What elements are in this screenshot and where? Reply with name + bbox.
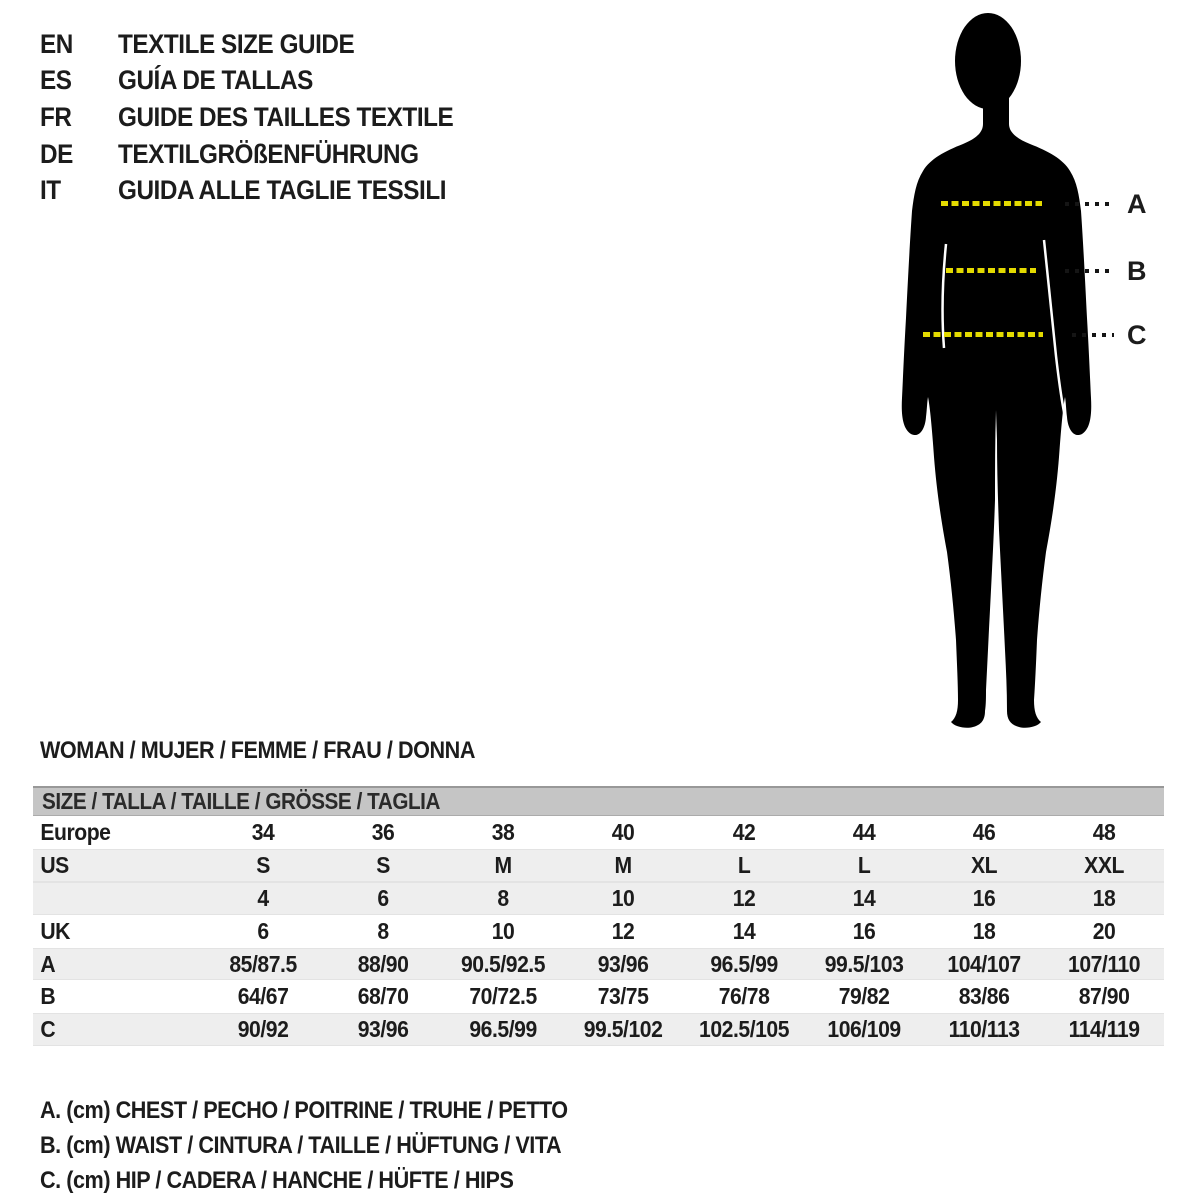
size-table-cell: 114/119 [1068,1016,1140,1043]
language-row [40,26,491,63]
size-table-cell: 76/78 [718,983,769,1010]
size-table-cell: 42 [732,818,755,845]
language-code: IT [40,175,61,206]
size-table-row [33,948,1164,981]
measure-line-chest-dashed [941,201,1042,206]
size-table-cell: 106/109 [827,1016,901,1043]
size-table-row [33,849,1164,882]
size-table-cell: 64/67 [237,983,289,1010]
size-table-row-label: US [40,851,69,878]
size-table-cell: M [494,851,512,878]
size-table-cell: 96.5/99 [709,950,778,977]
measure-line-waist-dashed [946,268,1036,273]
size-table-header-text: SIZE / TALLA / TAILLE / GRÖSSE / TAGLIA [42,788,440,814]
size-table-cell: 68/70 [357,983,409,1010]
size-table-cell: 88/90 [357,950,409,977]
size-table-cell: 16 [972,884,996,911]
size-table-cell: 85/87.5 [229,950,297,977]
size-table-cell: M [614,851,633,878]
size-table-cell: 73/75 [598,983,649,1010]
size-table-cell: 79/82 [838,983,890,1010]
size-table [33,786,1164,1046]
size-table-cell: 99.5/102 [584,1016,663,1043]
size-table-cell: L [737,851,750,878]
size-table-cell: 20 [1092,917,1116,944]
size-table-cell: 16 [852,917,876,944]
size-table-cell: 8 [497,884,509,911]
size-table-row-label: UK [40,917,71,944]
language-code: FR [40,101,72,132]
size-table-cell: 93/96 [357,1016,409,1043]
measure-line-hip-dashed [923,332,1043,337]
measure-leader-waist-dotted [1065,269,1113,273]
size-table-row [33,915,1164,948]
size-table-body [33,816,1164,1046]
size-table-row [33,1013,1164,1046]
size-table-cell: 34 [251,818,275,845]
measure-leader-chest-dotted [1065,202,1113,206]
language-title: TEXTILGRÖßENFÜHRUNG [118,138,419,169]
size-table-cell: XL [970,851,997,878]
measure-leader-hip-dotted [1072,333,1114,337]
legend-row [40,1093,626,1128]
legend-hip-text: C. (cm) HIP / CADERA / HANCHE / HÜFTE / HIPS [40,1166,514,1194]
language-title-list [40,26,491,209]
size-table-cell: S [256,851,270,878]
size-table-cell: 12 [612,917,635,944]
language-code: DE [40,138,73,169]
size-table-cell: 14 [852,884,876,911]
language-title: GUIDA ALLE TAGLIE TESSILI [118,175,447,206]
size-table-row-label: A [40,950,56,977]
legend-chest-text: A. (cm) CHEST / PECHO / POITRINE / TRUHE / PETTO [40,1096,568,1124]
measure-label-waist: B [1127,256,1146,286]
size-table-cell: 44 [852,818,876,845]
size-table-row [33,882,1164,915]
woman-silhouette-icon [893,12,1099,737]
language-row [40,172,491,209]
size-table-cell: 96.5/99 [469,1016,538,1043]
size-table-cell: 104/107 [947,950,1021,977]
size-table-cell: 48 [1092,818,1116,845]
size-table-cell: 38 [491,818,515,845]
size-table-cell: 36 [371,818,395,845]
language-row [40,99,491,136]
size-table-row [33,816,1164,849]
size-table-cell: 83/86 [958,983,1010,1010]
size-table-row [33,980,1164,1013]
size-table-cell: 10 [491,917,515,944]
measure-label-chest: A [1127,189,1146,219]
language-row [40,63,491,100]
language-title: TEXTILE SIZE GUIDE [118,28,355,59]
size-table-row-label: B [40,983,56,1010]
size-table-cell: 102.5/105 [698,1016,789,1043]
size-table-cell: 99.5/103 [824,950,904,977]
language-code: EN [40,28,73,59]
size-table-cell: 6 [257,917,269,944]
size-table-cell: 70/72.5 [469,983,538,1010]
size-table-cell: 18 [972,917,996,944]
size-table-cell: 4 [257,884,269,911]
size-table-cell: 107/110 [1067,950,1140,977]
size-table-cell: 40 [612,818,635,845]
woman-figure [893,12,1099,737]
size-table-cell: 18 [1092,884,1116,911]
language-title: GUIDE DES TAILLES TEXTILE [118,101,454,132]
size-table-row-label: Europe [40,818,111,845]
size-table-cell: 110/113 [948,1016,1020,1043]
language-row [40,136,491,173]
size-table-row-label: C [40,1016,56,1043]
legend-waist-text: B. (cm) WAIST / CINTURA / TAILLE / HÜFTUNG / VITA [40,1131,562,1159]
legend-row [40,1128,626,1163]
size-table-cell: 14 [732,917,755,944]
size-table-cell: 90/92 [237,1016,289,1043]
language-title: GUÍA DE TALLAS [118,65,313,96]
size-table-header [33,786,1164,816]
size-table-cell: XXL [1084,851,1124,878]
size-table-cell: 8 [377,917,389,944]
size-table-cell: 87/90 [1078,983,1130,1010]
size-table-cell: L [857,851,870,878]
size-table-cell: 46 [972,818,996,845]
measure-label-hip: C [1127,320,1146,350]
legend-row [40,1163,626,1198]
size-table-cell: 93/96 [598,950,649,977]
size-table-cell: S [376,851,391,878]
size-table-cell: 6 [377,884,389,911]
gender-line: WOMAN / MUJER / FEMME / FRAU / DONNA [40,737,475,764]
measurement-legend [40,1093,626,1198]
size-table-cell: 12 [732,884,755,911]
size-table-cell: 10 [612,884,635,911]
size-table-cell: 90.5/92.5 [461,950,546,977]
language-code: ES [40,65,72,96]
